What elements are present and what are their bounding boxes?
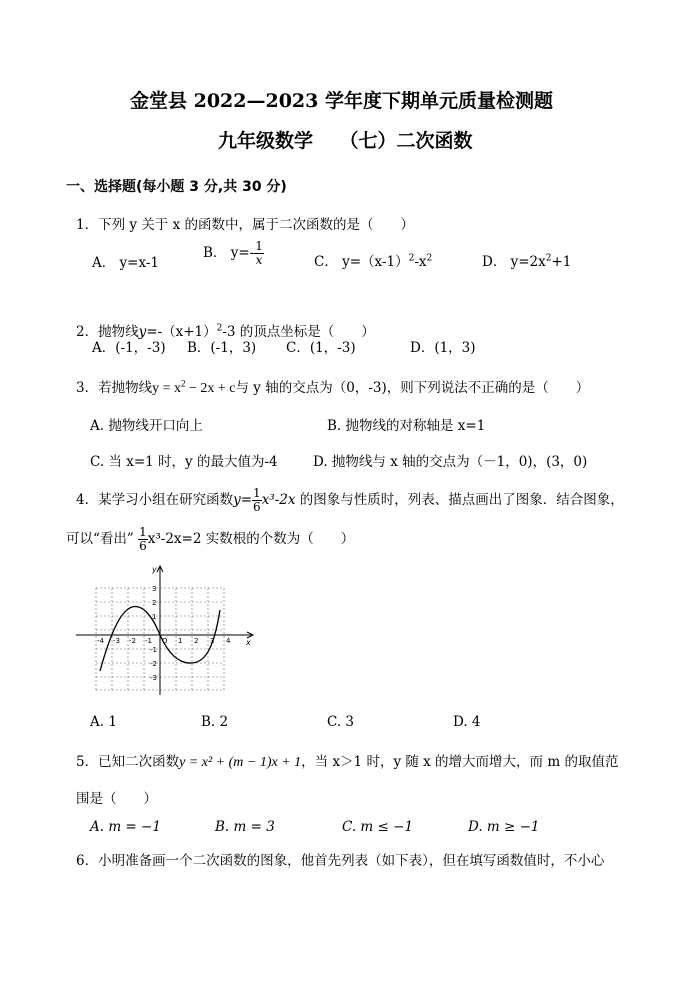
question-3-stem: [76, 376, 589, 397]
option-c-exponent: 2: [408, 253, 415, 264]
fraction: [252, 487, 262, 514]
question-3-option-d[interactable]: D. 抛物线与 x 轴的交点为（－1，0)，(3，0): [313, 454, 588, 470]
option-c-suffix: -x: [414, 254, 427, 270]
fraction-numerator: 1: [253, 486, 261, 500]
question-2-option-b[interactable]: B．(-1，3): [187, 340, 257, 356]
y-tick-label: 2: [152, 599, 157, 607]
question-4-line-2: [66, 526, 354, 553]
question-3-option-a[interactable]: A. 抛物线开口向上: [90, 418, 203, 434]
q4-function-body: x³-2x: [261, 492, 296, 508]
q4-suffix: 的图象与性质时，列表、描点画出了图象．结合图象，: [295, 492, 624, 508]
option-d-prefix: D． y=2x: [482, 254, 546, 270]
fraction-numerator: 1: [255, 239, 263, 253]
q2-prefix: 2．抛物线: [76, 324, 139, 340]
question-1-option-a[interactable]: A． y=x-1: [92, 255, 160, 271]
option-d-suffix: +1: [551, 254, 572, 270]
fraction-numerator: 1: [139, 525, 147, 539]
question-5-option-c[interactable]: C. m ≤ −1: [342, 819, 414, 835]
q3-equation-exponent: 2: [181, 378, 186, 389]
section-heading: 一、选择题(每小题 3 分,共 30 分): [66, 179, 287, 195]
y-tick-label: -3: [150, 674, 157, 682]
question-5-line-2: 围是（ ）: [76, 791, 157, 807]
question-3-option-c[interactable]: C. 当 x=1 时，y 的最大值为-4: [90, 454, 278, 470]
q3-prefix: 3．若抛物线: [76, 380, 153, 396]
x-axis-label: x: [246, 638, 251, 647]
question-3-option-b[interactable]: B. 抛物线的对称轴是 x=1: [327, 418, 486, 434]
question-1-option-b[interactable]: [203, 240, 264, 267]
x-tick-label: 1: [178, 637, 183, 645]
q2-function-symbol: y: [138, 324, 147, 340]
option-c-prefix: C． y=（x-1）: [314, 254, 409, 270]
fraction-denominator: 6: [253, 500, 261, 514]
question-4-line-1: [76, 487, 624, 514]
q4-function-symbol: y: [233, 492, 241, 508]
fraction-denominator: x: [255, 253, 263, 267]
fraction-denominator: 6: [139, 539, 147, 553]
question-4-option-c[interactable]: C. 3: [327, 714, 355, 730]
question-5-option-b[interactable]: B. m = 3: [215, 819, 275, 835]
q5-equation: y = x² + (m − 1)x + 1: [179, 755, 302, 770]
y-tick-label: 3: [152, 585, 157, 593]
q5-suffix: ，当 x＞1 时，y 随 x 的增大而增大，而 m 的取值范: [301, 754, 619, 770]
fraction: [138, 526, 148, 553]
q4-prefix: 4．某学习小组在研究函数: [76, 492, 234, 508]
x-tick-label: 4: [226, 637, 231, 645]
q4-line-2-equation: x³-2x=2 实数根的个数为（ ）: [147, 531, 355, 547]
question-5-option-d[interactable]: D. m ≥ −1: [468, 819, 540, 835]
x-tick-label: -1: [145, 637, 152, 645]
origin-label: O: [162, 637, 168, 645]
q5-prefix: 5．已知二次函数: [76, 754, 180, 770]
question-4-option-a[interactable]: A. 1: [90, 714, 117, 730]
cubic-function-graph: [72, 563, 264, 699]
option-b-prefix: B． y=-: [203, 245, 255, 261]
page-subtitle: 九年级数学 （七）二次函数: [218, 130, 473, 152]
y-tick-label: 1: [152, 613, 157, 621]
question-1-option-c[interactable]: [314, 250, 432, 270]
x-tick-label: 3: [210, 637, 215, 645]
y-tick-label: -2: [150, 660, 157, 668]
q4-equals: =: [240, 492, 253, 508]
question-1-stem: 1．下列 y 关于 x 的函数中，属于二次函数的是（ ）: [76, 217, 414, 233]
q2-suffix: -3 的顶点坐标是（ ）: [222, 324, 375, 340]
q3-equation-part-2: − 2x + c: [185, 381, 236, 396]
question-6-stem: 6．小明准备画一个二次函数的图象，他首先列表（如下表），但在填写函数值时，不小心: [76, 853, 605, 869]
question-4-option-d[interactable]: D. 4: [453, 714, 481, 730]
x-tick-label: -2: [129, 637, 136, 645]
q3-suffix: 与 y 轴的交点为（0，-3)，则下列说法不正确的是（ ）: [235, 380, 590, 396]
question-1-option-d[interactable]: [482, 250, 571, 270]
x-tick-label: -3: [113, 637, 120, 645]
y-tick-label: -1: [150, 646, 157, 654]
q2-exponent: 2: [216, 323, 223, 334]
question-4-option-b[interactable]: B. 2: [201, 714, 229, 730]
x-tick-label: -4: [97, 637, 104, 645]
x-tick-label: 2: [194, 637, 199, 645]
fraction: [254, 240, 264, 267]
q4-line-2-prefix: 可以“看出”: [66, 531, 134, 547]
question-5-option-a[interactable]: A. m = −1: [90, 819, 161, 835]
question-5-line-1: [76, 750, 618, 771]
q3-equation-part-1: y = x: [152, 381, 181, 396]
page-title: 金堂县 2022—2023 学年度下期单元质量检测题: [130, 90, 553, 112]
option-c-exponent-2: 2: [426, 253, 433, 264]
question-2-option-c[interactable]: C．(1，-3): [286, 340, 356, 356]
question-2-option-d[interactable]: D．(1，3): [410, 340, 476, 356]
axes: [76, 566, 253, 695]
option-d-exponent: 2: [545, 253, 552, 264]
question-2-option-a[interactable]: A．(-1，-3): [92, 340, 166, 356]
y-axis-label: y: [152, 565, 157, 574]
q3-equation: [152, 378, 236, 396]
q2-expression: =-（x+1）: [146, 324, 217, 340]
